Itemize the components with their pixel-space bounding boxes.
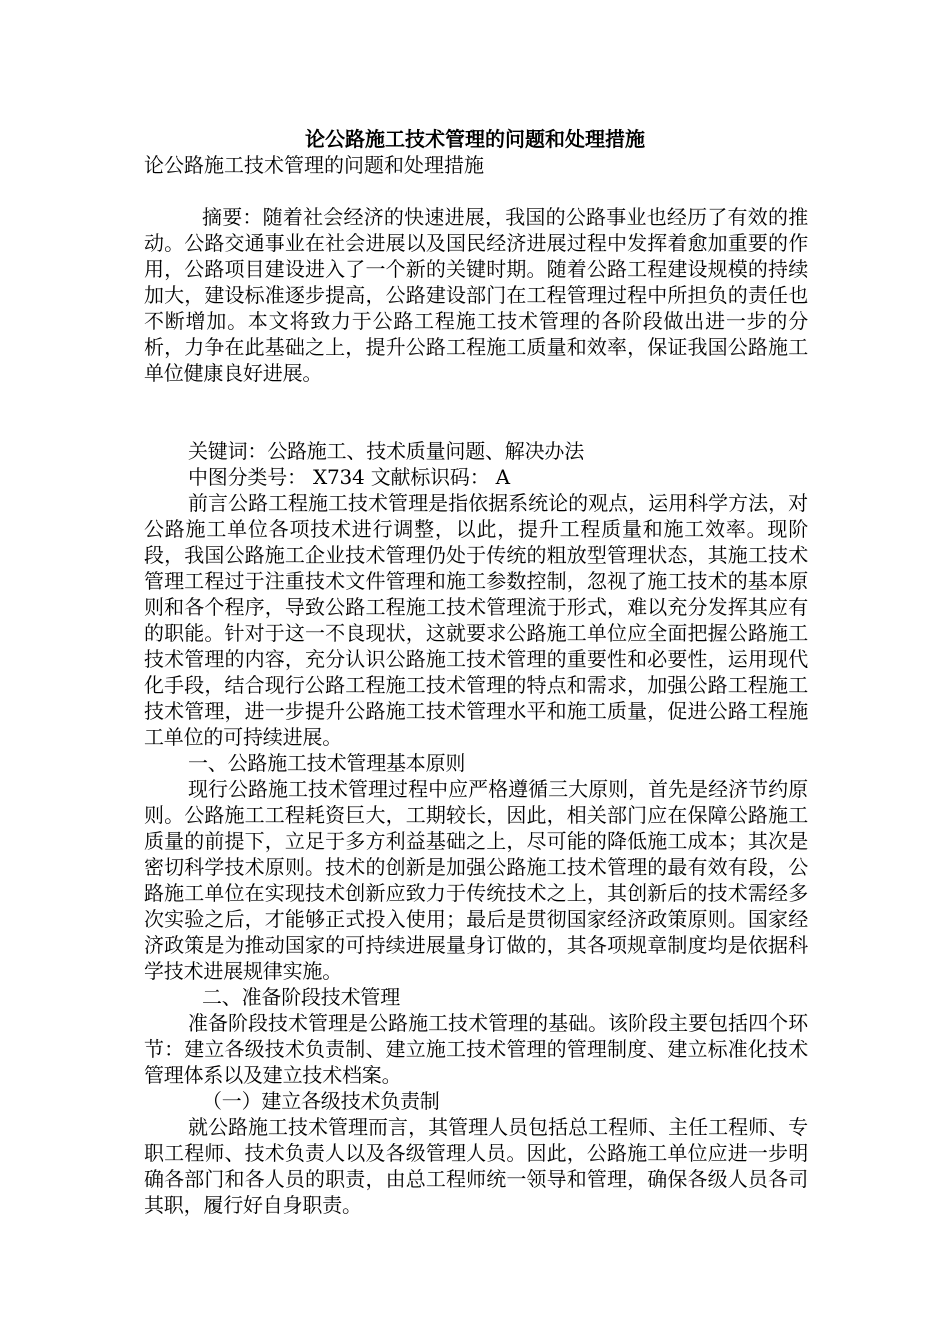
document-subtitle: 论公路施工技术管理的问题和处理措施 [144,153,484,177]
main-body [144,490,808,1218]
subsection-heading-1: （一）建立各级技术负责制 [202,1089,440,1113]
keywords-line: 关键词：公路施工、技术质量问题、解决办法 [188,439,584,463]
document-title: 论公路施工技术管理的问题和处理措施 [305,127,645,151]
abstract-paragraph: 摘要：随着社会经济的快速进展，我国的公路事业也经历了有效的推动。公路交通事业在社会进展以及国民经济进展过程中发挥着愈加重要的作用，公路项目建设进入了一个新的关键时期。随着公路工程建设规模的持续加大，建设标准逐步提高，公路建设部门在工程管理过程中所担负的责任也不断增加。本文将致力于公路工程施工技术管理的各阶段做出进一步的分析，力争在此基础之上，提升公路工程施工质量和效率，保证我国公路施工单位健康良好进展。 [144,205,808,385]
preface-paragraph: 前言公路工程施工技术管理是指依据系统论的观点，运用科学方法，对公路施工单位各项技术进行调整，以此，提升工程质量和施工效率。现阶段，我国公路施工企业技术管理仍处于传统的粗放型管理状态，其施工技术管理工程过于注重技术文件管理和施工参数控制，忽视了施工技术的基本原则和各个程序，导致公路工程施工技术管理流于形式，难以充分发挥其应有的职能。针对于这一不良现状，这就要求公路施工单位应全面把握公路施工技术管理的内容，充分认识公路施工技术管理的重要性和必要性，运用现代化手段，结合现行公路工程施工技术管理的特点和需求，加强公路工程施工技术管理，进一步提升公路施工技术管理水平和施工质量，促进公路工程施工单位的可持续进展。 [144,491,808,749]
section-heading-1: 一、公路施工技术管理基本原则 [188,751,466,775]
section-1-paragraph: 现行公路施工技术管理过程中应严格遵循三大原则，首先是经济节约原则。公路施工工程耗资巨大，工期较长，因此，相关部门应在保障公路施工质量的前提下，立足于多方利益基础之上，尽可能的降低施工成本；其次是密切科学技术原则。技术的创新是加强公路施工技术管理的最有效有段，公路施工单位在实现技术创新应致力于传统技术之上，其创新后的技术需经多次实验之后，才能够正式投入使用；最后是贯彻国家经济政策原则。国家经济政策是为推动国家的可持续进展量身订做的，其各项规章制度均是依据科学技术进展规律实施。 [144,777,808,983]
subsection-1-paragraph: 就公路施工技术管理而言，其管理人员包括总工程师、主任工程师、专职工程师、技术负责人以及各级管理人员。因此，公路施工单位应进一步明确各部门和各人员的职责，由总工程师统一领导和管理，确保各级人员各司其职，履行好自身职责。 [144,1115,808,1217]
section-2-paragraph: 准备阶段技术管理是公路施工技术管理的基础。该阶段主要包括四个环节：建立各级技术负责制、建立施工技术管理的管理制度、建立标准化技术管理体系以及建立技术档案。 [144,1011,808,1087]
classification-line: 中图分类号： X734 文献标识码： A [188,465,510,489]
section-heading-2: 二、准备阶段技术管理 [202,985,400,1009]
